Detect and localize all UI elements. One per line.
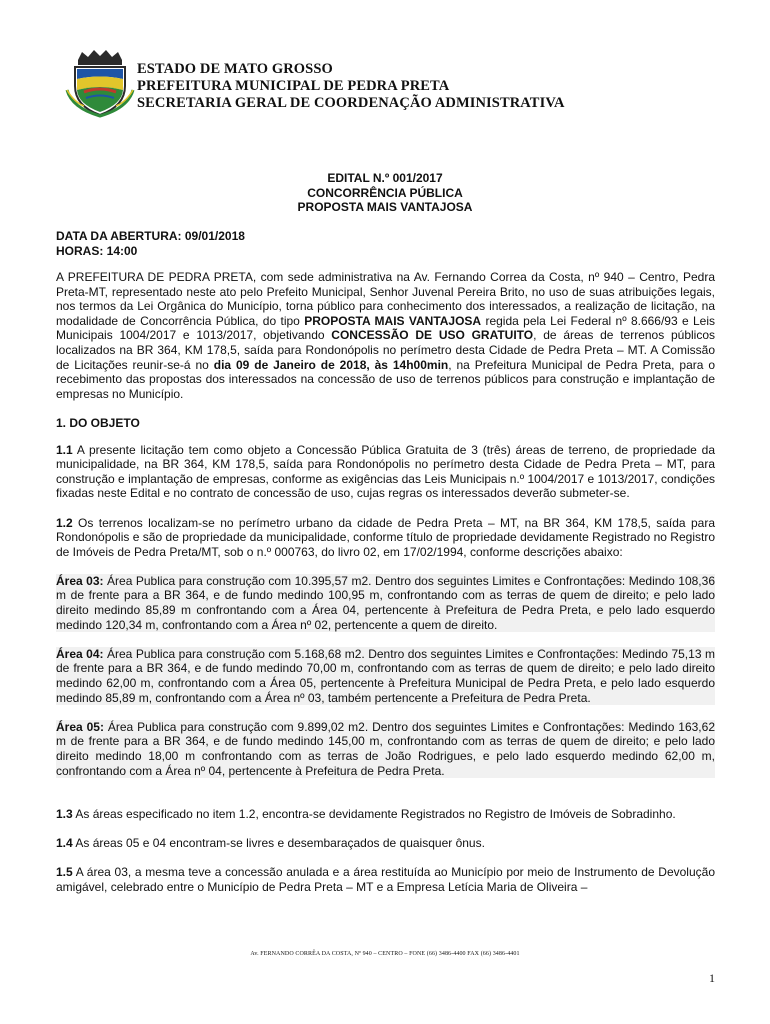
edital-title [0,171,770,215]
opening-time: HORAS: 14:00 [56,243,138,258]
section-heading-objeto: 1. DO OBJETO [56,415,140,430]
edital-number: EDITAL N.º 001/2017 [327,171,443,185]
item-1-4: 1.4 As áreas 05 e 04 encontram-se livres e desembaraçados de quaisquer ônus. [56,835,485,850]
item-1-1: 1.1 A presente licitação tem como objeto a Concessão Pública Gratuita de 3 (três) áreas de terreno, de propriedade da municipalidade, na BR 364, KM 178,5, saída para Rondonópolis no perímetro desta Cidade de Pedra Preta – MT, para construção e implantação de empresas, conforme as exigências das Leis Municipais n.º 1004/2017 e 1013/2017, condições fixadas neste Edital e no contrato de concessão de uso, cujas regras os interessados deverão submeter-se. [56,442,715,501]
edital-modality: CONCORRÊNCIA PÚBLICA [307,185,463,200]
opening-date: DATA DA ABERTURA: 09/01/2018 [56,229,245,243]
document-body [56,270,715,909]
page-number: 1 [709,971,715,985]
header-prefecture: PREFEITURA MUNICIPAL DE PEDRA PRETA [137,78,450,94]
area-03-description: Área 03: Área Publica para construção com 10.395,57 m2. Dentro dos seguintes Limites e Confrontações: Medindo 108,36 m de frente para a BR 364, e de fundo medindo 100,95 m, confrontando com as terras de quem de direito; e pelo lado direito medindo 85,89 m confrontando com a Área 04, pertencente à Prefeitura de Pedra Preta, e pelo lado esquerdo medindo 120,34 m, confrontando com a Área nº 02, pertencente a quem de direito. [56,573,715,632]
area-04-description: Área 04: Área Publica para construção com 5.168,68 m2. Dentro dos seguintes Limites e Confrontações: Medindo 75,13 m de frente para a BR 364, e de fundo medindo 70,00 m, confrontando com as terras de quem de direito; e pelo lado direito medindo 62,00 m, confrontando com a Área 05, pertencente à Prefeitura Municipal de Pedra Preta, e pelo lado esquerdo medindo 85,89 m, confrontando com a Área nº 03, também pertencente a Prefeitura de Pedra Preta. [56,646,715,705]
item-1-5: 1.5 A área 03, a mesma teve a concessão anulada e a área restituída ao Município por meio de Instrumento de Devolução amigável, celebrado entre o Município de Pedra Preta – MT e a Empresa Letícia Maria de Oliveira – [56,865,715,894]
municipal-crest-logo [64,46,136,118]
item-1-2: 1.2 Os terrenos localizam-se no perímetro urbano da cidade de Pedra Preta – MT, na BR 364, KM 178,5, saída para Rondonópolis e são de propriedade da municipalidade, conforme título de propriedade devidamente Registrado no Registro de Imóveis de Pedra Preta/MT, sob o n.º 000763, do livro 02, em 17/02/1994, conforme descrições abaixo: [56,515,715,559]
intro-paragraph: A PREFEITURA DE PEDRA PRETA, com sede administrativa na Av. Fernando Correa da Costa, nº 940 – Centro, Pedra Preta-MT, representado neste ato pelo Prefeito Municipal, Senhor Juvenal Pereira Brito, no uso de suas atribuições legais, nos termos da Lei Orgânica do Município, torna público para conhecimento dos interessados, a realização de licitação, na modalidade de Concorrência Pública, do tipo PROPOSTA MAIS VANTAJOSA regida pela Lei Federal nº 8.666/93 e Leis Municipais 1004/2017 e 1013/2017, objetivando CONCESSÃO DE USO GRATUITO, de áreas de terrenos públicos localizados na BR 364, KM 178,5, saída para Rondonópolis no perímetro desta Cidade de Pedra Preta – MT. A Comissão de Licitações reunir-se-á no dia 09 de Janeiro de 2018, às 14h00min, na Prefeitura Municipal de Pedra Preta, para o recebimento das propostas dos interessados na concessão de uso de terrenos públicos para construção e implantação de empresas no Município. [56,270,716,401]
header-secretariat: SECRETARIA GERAL DE COORDENAÇÃO ADMINISTRATIVA [137,95,565,111]
opening-info [56,229,245,258]
area-05-description: Área 05: Área Publica para construção com 9.899,02 m2. Dentro dos seguintes Limites e Confrontações: Medindo 163,62 m de frente para a BR 364, e de fundo medindo 145,00 m, confrontando com as terras de quem de direito; e pelo lado direito medindo 18,00 m confrontando com as terras de João Rodrigues, e pelo lado esquerdo medindo 62,00 m, confrontando com a Área nº 04, pertencente à Prefeitura de Pedra Preta. [56,719,715,778]
document-header [137,61,565,112]
edital-type: PROPOSTA MAIS VANTAJOSA [297,200,473,214]
header-state: ESTADO DE MATO GROSSO [137,61,333,77]
item-1-3: 1.3 As áreas especificado no item 1.2, encontra-se devidamente Registrados no Registro de Imóveis de Sobradinho. [56,806,676,821]
footer-address: Av. FERNANDO CORRÊA DA COSTA, Nº 940 – CENTRO – FONE (66) 3486-4400 FAX (66) 3486-4401 [250,951,520,957]
